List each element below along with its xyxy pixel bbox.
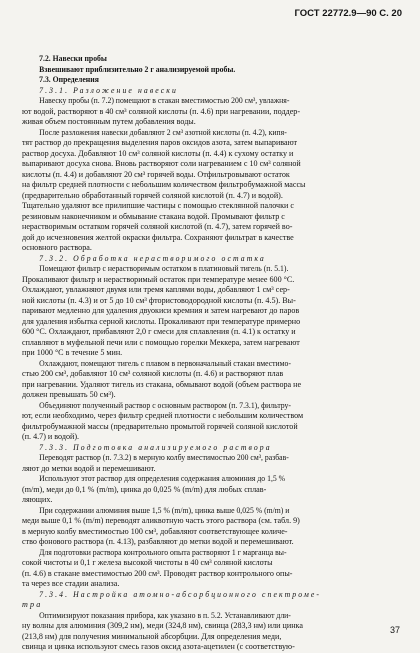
text-line: паривают медленно для удаления двуокиси кремния и затем нагревают до паров: [22, 306, 300, 315]
text-line: Охлаждают, увлажняют двумя или тремя каплями воды, добавляют 1 см³ сер-: [22, 285, 290, 294]
text-line: 7.3.1. Разложение навески: [39, 85, 178, 95]
text-line: Прокаливают фильтр и нерастворимый остаток при температуре менее 600 °С.: [22, 274, 295, 284]
text-line: ляют до метки водой и перемешивают.: [22, 463, 156, 473]
text-line: 7.3. Определения: [39, 75, 99, 84]
text-line: Объединяют полученный раствор с основным раствором (п. 7.3.1), фильтру-: [39, 400, 291, 410]
text-line: (m/m), меди до 0,1 % (m/m), цинка до 0,025 % (m/m) для любых сплав-: [22, 484, 267, 494]
text-line: нерастворимым остатком горячей соляной кислотой (п. 4.7), затем горячей во-: [22, 222, 293, 231]
text-line: основного раствора.: [22, 243, 92, 252]
text-line: ну волны для алюминия (309,2 нм), меди (324,8 нм), свинца (283,3 нм) или цинка: [22, 621, 303, 630]
text-line: для удаления избытка серной кислоты. Прокаливают при температуре примерно: [22, 316, 301, 326]
text-line: 600 °С. Охлаждают, прибавляют 2,0 г смеси для сплавления (п. 4.1) к остатку и: [22, 327, 296, 336]
text-line: выпаривают досуха снова. Вновь растворяют соли нагреванием с 10 см³ соляной: [22, 159, 301, 168]
text-line: (213,8 нм) для получения минимальной абсорбции. Для определения меди,: [22, 631, 282, 641]
page-number: 37: [389, 625, 400, 635]
text-line: живая объем постоянным путем добавления воды.: [22, 117, 196, 126]
text-line: ляющих.: [22, 495, 53, 504]
text-line: при 1000 °С в течение 5 мин.: [22, 348, 123, 357]
text-line: раствор досуха. Добавляют 10 см³ соляной кислоты (п. 4.4) к сухому остатку и: [22, 148, 294, 158]
text-line: фильтробумажной массы (предварительно промытой горячей соляной кислотой: [22, 421, 298, 431]
text-line: Для подготовки раствора контрольного опыта растворяют 1 г марганца вы-: [39, 547, 287, 557]
text-line: ют водой, растворяют в 40 см³ соляной кислоты (п. 4.6) при нагревании, поддер-: [22, 106, 301, 116]
text-line: в мерную колбу вместимостью 100 см³, добавляют соответствующее количе-: [22, 526, 288, 536]
text-line: кислоты (п. 4.4) и добавляют 20 см³ горячей воды. Отфильтровывают остаток: [22, 169, 290, 179]
running-header: ГОСТ 22772.9—90 С. 20: [294, 8, 402, 19]
text-line: та через все стадии анализа.: [22, 579, 120, 588]
text-line: резиновым наконечником и обмывание стакана водой. Промывают фильтр с: [22, 211, 285, 221]
text-line: Помещают фильтр с нерастворимым остатком в платиновый тигель (п. 5.1).: [39, 264, 289, 273]
text-line: дой до исчезновения желтой окраски фильтра. Сохраняют фильтрат в качестве: [22, 232, 294, 242]
text-line: свинца и цинка используют смесь газов оксид азота-ацетилен (с соответствую-: [22, 642, 295, 651]
text-line: Навеску пробы (п. 7.2) помещают в стакан вместимостью 200 см³, увлажня-: [39, 96, 290, 105]
text-line: Взвешивают приблизительно 2 г анализируемой пробы.: [39, 64, 236, 74]
text-line: (предварительно обработанный горячей соляной кислотой (п. 4.7) и водой).: [22, 190, 283, 200]
text-line: тят раствор до прекращения выделения паров оксидов азота, затем выпаривают: [22, 138, 298, 147]
text-line: меди выше 0,1 % (m/m) переводят аликвотную часть этого раствора (см. табл. 9): [22, 516, 300, 525]
text-line: Переводят раствор (п. 7.3.2) в мерную колбу вместимостью 200 см³, разбав-: [39, 453, 289, 462]
text-line: должен превышать 50 см³).: [22, 390, 116, 399]
text-line: При содержании алюминия выше 1,5 % (m/m), цинка выше 0,025 % (m/m) и: [39, 505, 290, 515]
document-body: [22, 54, 408, 653]
text-line: (п. 4.6) в стакане вместимостью 200 см³. Проводят раствор контрольного опы-: [22, 568, 293, 578]
text-line: ной кислоты (п. 4.3) и от 5 до 10 см³ фтористоводородной кислоты (п. 4.5). Вы-: [22, 295, 296, 305]
text-line: Оптимизируют показания прибора, как указано в п. 5.2. Устанавливают дли-: [39, 610, 291, 620]
text-line: (п. 4.7) и водой).: [22, 432, 80, 441]
text-line: Охлаждают, помещают тигель с плавом в первоначальный стакан вместимо-: [39, 358, 291, 368]
text-line: стью 200 см³, добавляют 10 см³ соляной кислоты (п. 4.6) и растворяют плав: [22, 369, 284, 378]
text-line: 7.3.3. Подготовка анализируемого раствора: [39, 442, 272, 452]
text-line: сплавляют в муфельной печи или с помощью горелки Меккера, затем нагревают: [22, 337, 300, 347]
text-line: 7.3.2. Обработка нерастворимого остатка: [39, 253, 266, 263]
text-line: при нагревании. Удаляют тигель из стакана, обмывают водой (объем раствора не: [22, 379, 302, 389]
text-line: 7.3.4. Настройка атомно-абсорбционного спектроме-: [39, 589, 322, 599]
text-line: тра: [22, 600, 43, 609]
text-line: 7.2. Навески пробы: [39, 54, 107, 63]
text-line: ют, если необходимо, через фильтр средней плотности с небольшим количеством: [22, 411, 304, 420]
text-line: на фильтр средней плотности с небольшим количеством фильтробумажной массы: [22, 180, 306, 189]
text-line: ство фонового раствора (п. 4.13), разбавляют до метки водой и перемешивают.: [22, 537, 294, 546]
text-line: После разложения навески добавляют 2 см³ азотной кислоты (п. 4.2), кипя-: [39, 127, 287, 137]
text-line: Тщательно удаляют все прилипшие частицы с помощью стеклянной палочки с: [22, 201, 294, 210]
text-line: сокой чистоты и 0,1 г железа высокой чистоты в 40 см³ соляной кислоты: [22, 558, 273, 567]
text-line: Используют этот раствор для определения содержания алюминия до 1,5 %: [39, 474, 286, 483]
